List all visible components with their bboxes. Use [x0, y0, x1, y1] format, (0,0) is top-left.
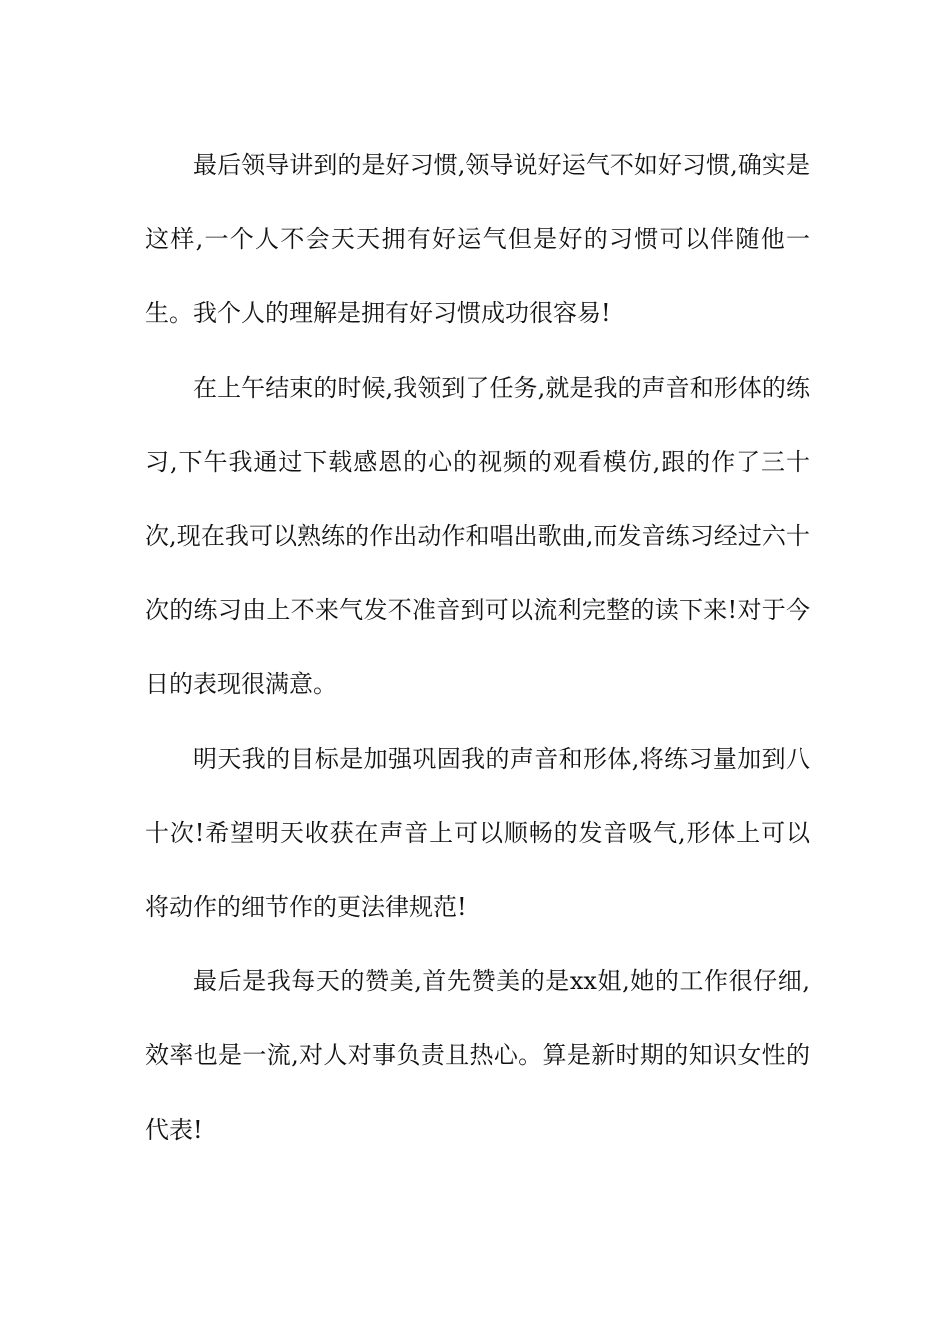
paragraph-afternoon-practice: 在上午结束的时候,我领到了任务,就是我的声音和形体的练习,下午我通过下载感恩的心的视频的观看模仿,跟的作了三十次,现在我可以熟练的作出动作和唱出歌曲,而发音练习经过六十次的练习由上不来气发不准音到可以流利完整的读下来!对于今日的表现很满意。 — [145, 373, 810, 699]
paragraph-tomorrow-goal: 明天我的目标是加强巩固我的声音和形体,将练习量加到八十次!希望明天收获在声音上可以顺畅的发音吸气,形体上可以将动作的细节作的更法律规范! — [145, 744, 810, 922]
paragraph-daily-praise: 最后是我每天的赞美,首先赞美的是xx姐,她的工作很仔细,效率也是一流,对人对事负责且热心。算是新时期的知识女性的代表! — [145, 967, 810, 1144]
paragraph-good-habits: 最后领导讲到的是好习惯,领导说好运气不如好习惯,确实是这样,一个人不会天天拥有好运气但是好的习惯可以伴随他一生。我个人的理解是拥有好习惯成功很容易! — [145, 151, 810, 328]
document-body — [145, 128, 810, 1167]
